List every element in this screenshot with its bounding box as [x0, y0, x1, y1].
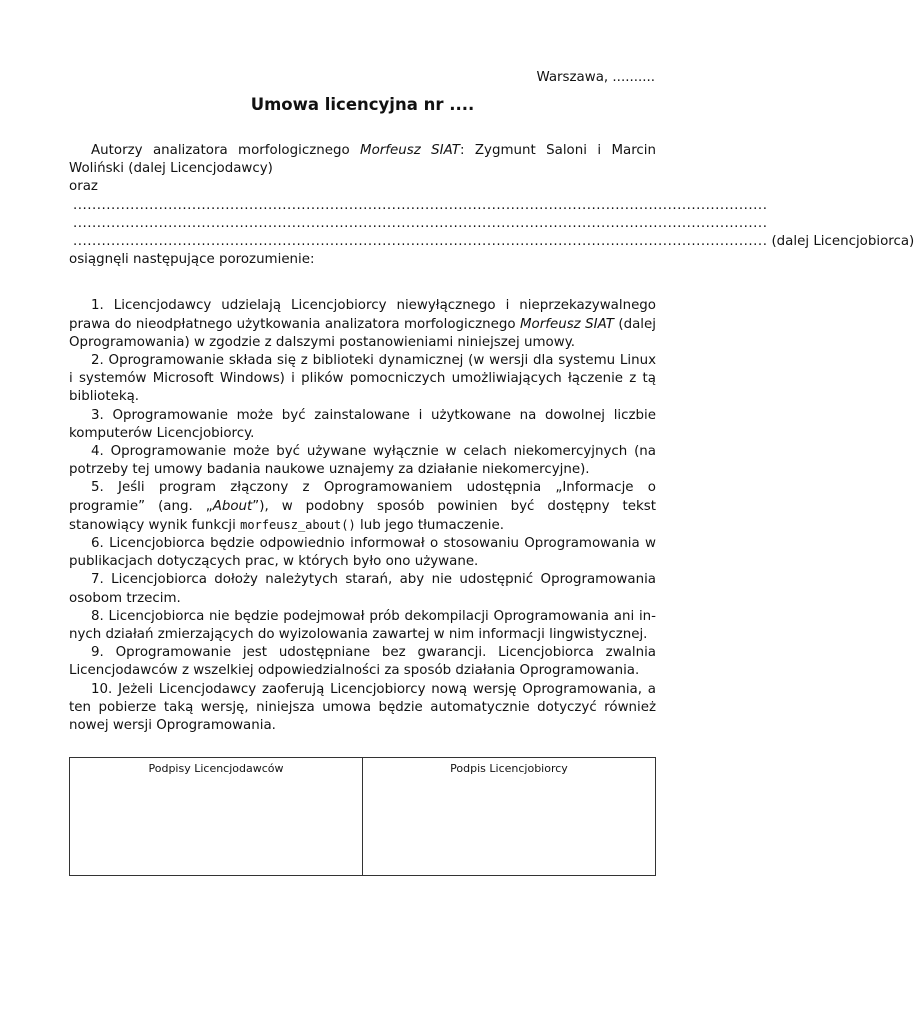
clause-5-about: About — [212, 498, 253, 514]
clause-5-function: morfeusz_about() — [240, 517, 356, 532]
clause-9: 9. Oprogramowanie jest udostępniane bez gwarancji. Licencjobiorca zwalnia Licencjodawców z wszelkiej odpowiedzialności za sposób działania Oprogramowania. — [69, 645, 656, 679]
document-body — [69, 142, 914, 735]
clause-5-text-c: lub jego tłumaczenie. — [355, 517, 504, 533]
clause-5-text-b: ”), w podobny sposób powinien być dostępny tekst stanowiący wynik funkcji — [69, 498, 656, 533]
agreement-line: osiągnęli następujące porozumienie: — [69, 252, 315, 268]
clause-1-text-b: (dalej Oprogramowania) w zgodzie z dalszymi postanowieniami niniejszej umowy. — [69, 316, 656, 350]
clause-7: 7. Licencjobiorca dołoży należytych starań, aby nie udostępnić Oprogramowania osobom trzecim. — [69, 572, 656, 606]
clause-2: 2. Oprogramowanie składa się z biblioteki dynamicznej (w wersji dla systemu Linux i systemów Microsoft Windows) i plików pomocniczych umożliwiających łączenie z tą biblioteką. — [69, 353, 656, 405]
licensee-dots-line-1: .................................................................................................................................................. — [73, 197, 768, 213]
clause-4: 4. Oprogramowanie może być używane wyłącznie w celach niekomercyjnych (na potrzeby tej umowy badania naukowe uznajemy za działanie niekomercyjne). — [69, 444, 656, 478]
licensee-dots-line-2: .................................................................................................................................................. — [73, 215, 768, 231]
clause-6: 6. Licencjobiorca będzie odpowiednio informował o stosowaniu Oprogramowania w publikacjach dotyczących prac, w których było ono używane. — [69, 536, 656, 570]
clause-1-text-a: 1. Licencjodawcy udzielają Licencjobiorcy niewyłącznego i nieprzekazywalnego prawa do nieodpłatnego użytkowania analizatora morfologicznego — [69, 298, 656, 332]
clause-8: 8. Licencjobiorca nie będzie podejmował prób dekompilacji Oprogramowania ani innych działań zmierzających do wyizolowania zawartej w nim informacji lingwistycznej. — [69, 608, 656, 643]
document-title: Umowa licencyjna nr .... — [250, 95, 475, 114]
clause-3: 3. Oprogramowanie może być zainstalowane i użytkowane na dowolnej liczbie komputerów Licencjobiorcy. — [69, 407, 656, 441]
clause-10: 10. Jeżeli Licencjodawcy zaoferują Licencjobiorcy nową wersję Oprogramowania, a ten pobierze taką wersję, niniejsza umowa będzie automatycznie dotyczyć również nowej wersji Oprogramowania. — [69, 681, 656, 734]
clause-1 — [69, 297, 656, 352]
licensors-signature-cell — [70, 758, 362, 875]
place-date-line: Warszawa, .......... — [536, 70, 655, 85]
authors-suffix: : Zygmunt Saloni i Marcin Woliński (dalej Licencjodawcy) — [69, 143, 656, 177]
licensee-signature-cell — [362, 758, 655, 875]
program-name: Morfeusz SIAT — [360, 143, 460, 158]
licensee-dots-line-3: .................................................................................................................................................. — [73, 234, 768, 250]
and-word: oraz — [69, 179, 98, 195]
licensors-signature-label: Podpisy Licencjodawców — [148, 762, 284, 775]
parties-paragraph — [69, 142, 656, 178]
signature-table — [69, 757, 656, 876]
clause-1-program-name: Morfeusz SIAT — [520, 316, 614, 332]
licensee-signature-label: Podpis Licencjobiorcy — [450, 762, 568, 775]
licensee-line-3 — [69, 233, 914, 251]
clause-5-text-a: 5. Jeśli program złączony z Oprogramowaniem udostępnia „Informacje o programie” (ang. „ — [69, 480, 656, 514]
spacer — [69, 269, 656, 297]
clause-5 — [69, 479, 656, 535]
authors-prefix: Autorzy analizatora morfologicznego — [91, 143, 361, 158]
licensee-label: (dalej Licencjobiorca) — [771, 234, 914, 250]
